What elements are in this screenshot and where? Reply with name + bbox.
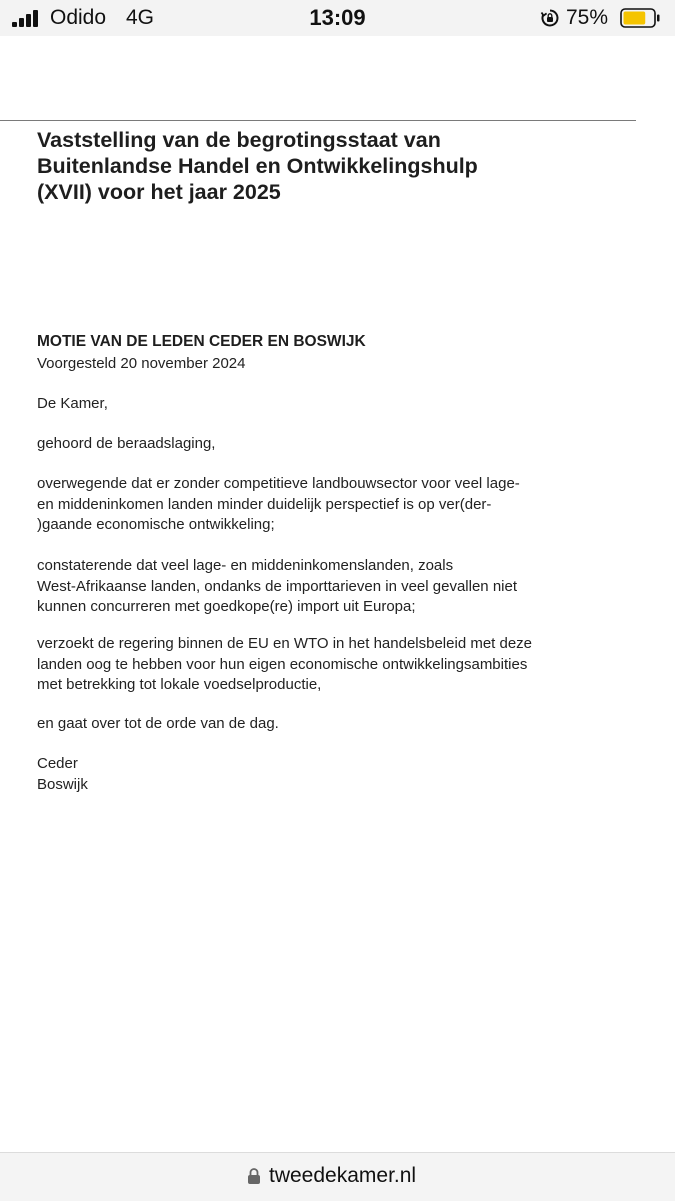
title-divider	[0, 120, 636, 121]
requests-paragraph	[37, 634, 657, 696]
proposed-date: Voorgesteld 20 november 2024	[37, 355, 246, 372]
paragraph-line: )gaande economische ontwikkeling;	[37, 516, 275, 533]
title-line: (XVII) voor het jaar 2025	[37, 180, 281, 204]
address-line: De Kamer,	[37, 395, 108, 412]
heard-line: gehoord de beraadslaging,	[37, 435, 216, 452]
url-domain[interactable]: tweedekamer.nl	[269, 1164, 417, 1187]
paragraph-line: kunnen concurreren met goedkope(re) import uit Europa;	[37, 598, 416, 615]
battery-percentage: 75%	[566, 6, 609, 29]
noting-paragraph	[37, 556, 657, 618]
status-bar	[0, 0, 675, 36]
battery-icon	[620, 8, 660, 28]
paragraph-line: en middeninkomen landen minder duidelijk perspectief is op ver(der-	[37, 495, 492, 513]
closing-line: en gaat over tot de orde van de dag.	[37, 715, 279, 732]
title-line: Buitenlandse Handel en Ontwikkelingshulp	[37, 154, 478, 178]
network-type: 4G	[126, 6, 155, 29]
paragraph-line: constaterende dat veel lage- en middeninkomenslanden, zoals	[37, 557, 454, 574]
document-page	[0, 36, 675, 1152]
title-line: Vaststelling van de begrotingsstaat van	[37, 128, 441, 152]
url-bar[interactable]	[0, 1152, 675, 1201]
signatory: Boswijk	[37, 775, 88, 793]
paragraph-line: West-Afrikaanse landen, ondanks de importtarieven in veel gevallen niet	[37, 577, 517, 595]
carrier-name: Odido	[50, 6, 107, 29]
rotation-lock-icon	[540, 8, 560, 28]
paragraph-line: met betrekking tot lokale voedselproductie,	[37, 676, 322, 693]
paragraph-line: overwegende dat er zonder competitieve landbouwsector voor veel lage-	[37, 475, 520, 492]
signatories	[37, 754, 657, 795]
paragraph-line: landen oog te hebben voor hun eigen economische ontwikkelingsambities	[37, 655, 528, 673]
signatory: Ceder	[37, 755, 78, 772]
considering-paragraph	[37, 474, 657, 536]
document-title	[37, 127, 637, 205]
battery-fill	[624, 12, 646, 25]
paragraph-line: verzoekt de regering binnen de EU en WTO in het handelsbeleid met deze	[37, 635, 533, 652]
clock: 13:09	[309, 5, 366, 30]
motion-title: MOTIE VAN DE LEDEN CEDER EN BOSWIJK	[37, 333, 366, 350]
lock-icon	[247, 1167, 261, 1185]
